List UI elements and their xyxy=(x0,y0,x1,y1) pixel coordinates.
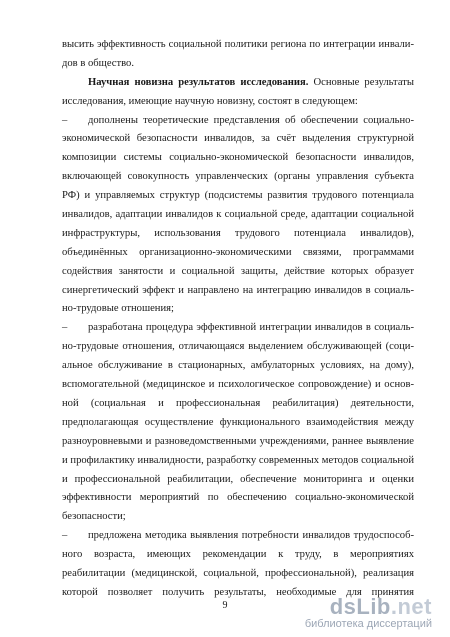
bullet-1-line-3: композиции системы социально-экономической безопасности инвалидов, xyxy=(62,152,414,164)
page-number: 9 xyxy=(222,600,228,611)
bullet-2-line-3: альное обслуживание в стационарных, амбулаторных условиях, на дому), xyxy=(62,360,414,372)
watermark-logo-accent: .net xyxy=(390,594,432,619)
bullet-3-line-4: которой позволяет получить результаты, необходимые для принятия xyxy=(62,586,414,598)
watermark-logo-main: dsLib xyxy=(329,594,391,619)
novelty-heading-line xyxy=(62,74,414,93)
bullet-1-line-9: содействия занятости и социальной защиты, действие которых образует xyxy=(62,265,414,277)
bullet-3-line-1: предложена методика выявления потребности инвалидов трудоспособ- xyxy=(88,530,414,542)
bullet-1-line-1: дополнены теоретические представления об обеспечении социально- xyxy=(88,114,414,126)
bullet-2-line-8: и профилактику инвалидности, разработку современных методов социальной xyxy=(62,454,414,466)
bullet-1-line-2: экономической безопасности инвалидов, за счёт выделения структурной xyxy=(62,133,414,145)
watermark-subtitle: библиотека диссертаций xyxy=(304,618,432,630)
bullet-3-line-3: реабилитации (медицинской, социальной, профессиональной), реализация xyxy=(62,567,414,579)
bullet-1-line-6: инвалидов, адаптации инвалидов к социальной среде, адаптации социальной xyxy=(62,209,414,221)
bullet-dash: – xyxy=(62,530,68,542)
bullet-1-line-5: РФ) и управляемых структур (подсистемы развития трудового потенциала xyxy=(62,190,414,202)
bullet-dash: – xyxy=(62,322,68,334)
bullet-dash: – xyxy=(62,114,68,126)
document-body xyxy=(62,36,414,603)
bullet-1-line-8: объединённых организационно-экономическими связями, программами xyxy=(62,246,414,258)
bullet-3-line-2: ного возраста, имеющих рекомендации к труду, в мероприятиях xyxy=(62,549,414,561)
watermark-logo xyxy=(305,596,432,618)
bullet-1-line-7: инфраструктуры, использования трудового потенциала инвалидов), xyxy=(62,227,414,239)
watermark xyxy=(305,596,432,631)
bullet-2-line-1: разработана процедура эффективной интеграции инвалидов в социаль- xyxy=(88,322,414,334)
bullet-1-first-line xyxy=(62,112,414,131)
bullet-2-line-7: разноуровневыми и разноведомственными учреждениями, раннее выявление xyxy=(62,435,414,447)
novelty-heading-rest: Основные результаты xyxy=(308,76,414,88)
novelty-heading: Научная новизна результатов исследования. xyxy=(88,76,309,88)
bullet-2-first-line xyxy=(62,319,414,338)
novelty-line-2: исследования, имеющие научную новизну, состоят в следующем: xyxy=(62,95,358,107)
bullet-2-line-10: эффективности мероприятий по обеспечению социально-экономической xyxy=(62,492,414,504)
bullet-1-line-10: синергетический эффект и направлено на интеграцию инвалидов в социаль- xyxy=(62,284,414,296)
bullet-2-line-9: и профессиональной реабилитации, обеспечение мониторинга и оценки xyxy=(62,473,414,485)
bullet-2-line-5: ной (социальная и профессиональная реабилитация) деятельности, xyxy=(62,397,414,409)
bullet-2-line-6: предполагающая осуществление функционального взаимодействия между xyxy=(62,416,414,428)
bullet-2-line-4: вспомогательной (медицинское и психологическое сопровождение) и основ- xyxy=(62,379,414,391)
bullet-2-line-2: но-трудовые отношения, отличающаяся выделением обслуживающей (соци- xyxy=(62,341,414,353)
bullet-1-line-4: включающей совокупность управленческих (органы управления субъекта xyxy=(62,171,414,183)
intro-line-1: высить эффективность социальной политики региона по интеграции инвали- xyxy=(62,39,414,50)
bullet-1-line-11: но-трудовые отношения; xyxy=(62,303,174,315)
bullet-2-line-11: безопасности; xyxy=(62,511,126,523)
intro-line-2: дов в общество. xyxy=(62,57,135,69)
bullet-3-first-line xyxy=(62,527,414,546)
